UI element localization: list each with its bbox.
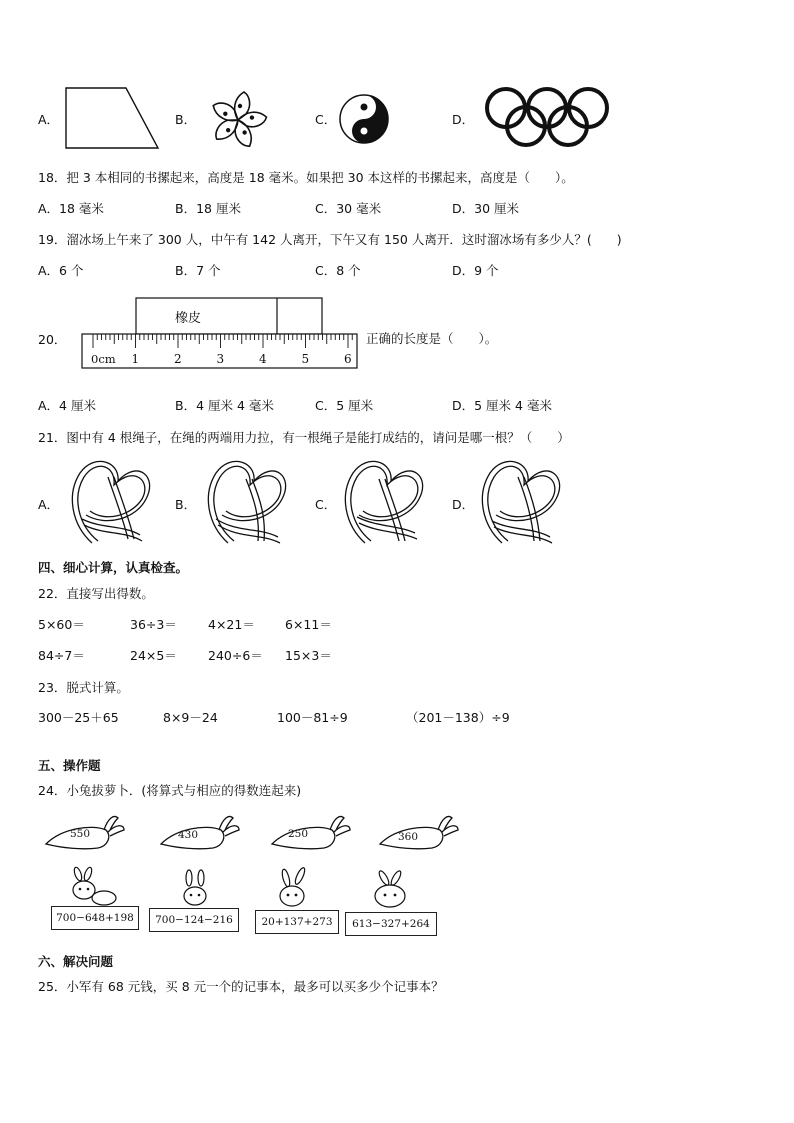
ruler-number: 5: [301, 352, 310, 366]
option-c-label: C．: [315, 112, 337, 127]
section-4-title: 四、细心计算，认真检查。: [38, 560, 189, 575]
rope-knot-c-icon: [335, 455, 431, 547]
q21-option-d: D．: [452, 497, 475, 512]
bauhinia-flower-icon: [205, 88, 271, 152]
q19-option-d: D．9 个: [452, 263, 499, 278]
rabbit-icon: [64, 868, 120, 908]
section-6-title: 六、解决问题: [38, 954, 114, 969]
question-19-text: 19．溜冰场上午来了 300 人，中午有 142 人离开，下午又有 150 人离开．这时溜冰场有多少人？( ): [38, 232, 622, 247]
q20-option-b: B．4 厘米 4 毫米: [175, 398, 274, 413]
rabbit-icon: [364, 872, 414, 910]
taiji-yin-yang-icon: [338, 93, 390, 145]
carrot-icon: [157, 810, 241, 854]
q22-expr: 5×60＝: [38, 617, 85, 632]
expression-box: 613−327+264: [345, 912, 437, 936]
question-18-text: 18．把 3 本相同的书摞起来，高度是 18 毫米。如果把 30 本这样的书摞起来，高度是（ ）。: [38, 170, 574, 185]
q22-expr: 15×3＝: [285, 648, 332, 663]
rope-knot-a-icon: [62, 455, 158, 547]
q19-option-c: C．8 个: [315, 263, 361, 278]
question-25-text: 25．小军有 68 元钱，买 8 元一个的记事本，最多可以买多少个记事本？: [38, 979, 444, 994]
rope-knot-b-icon: [198, 455, 294, 547]
section-5-title: 五、操作题: [38, 758, 101, 773]
q23-expr: 8×9－24: [163, 710, 218, 725]
q20-option-a: A．4 厘米: [38, 398, 96, 413]
carrot-value: 360: [398, 831, 419, 843]
ruler-number: 1: [131, 352, 140, 366]
option-b-label: B．: [175, 112, 197, 127]
q22-expr: 24×5＝: [130, 648, 177, 663]
q19-option-b: B．7 个: [175, 263, 221, 278]
q20-option-c: C．5 厘米: [315, 398, 374, 413]
trapezoid-icon: [64, 86, 160, 150]
eraser-label: 橡皮: [175, 311, 202, 326]
q22-expr: 6×11＝: [285, 617, 332, 632]
q18-option-a: A．18 毫米: [38, 201, 104, 216]
option-d-label: D．: [452, 112, 475, 127]
q18-option-d: D．30 厘米: [452, 201, 520, 216]
q21-option-a: A．: [38, 497, 60, 512]
expression-box: 700−648+198: [51, 906, 139, 930]
carrot-value: 250: [288, 828, 309, 840]
q21-option-c: C．: [315, 497, 337, 512]
q18-option-b: B．18 厘米: [175, 201, 241, 216]
q23-expr: 300－25＋65: [38, 710, 119, 725]
ruler-number: 3: [216, 352, 225, 366]
q23-expr: 100－81÷9: [277, 710, 348, 725]
question-24-text: 24．小兔拔萝卜．(将算式与相应的得数连起来): [38, 783, 302, 798]
ruler-number: 6: [344, 352, 352, 366]
question-20-suffix: 正确的长度是（ ）。: [366, 331, 498, 346]
ruler-number: 2: [174, 352, 182, 366]
option-a-label: A．: [38, 112, 60, 127]
q22-expr: 36÷3＝: [130, 617, 177, 632]
olympic-rings-icon: [484, 86, 616, 148]
expression-box: 20+137+273: [255, 910, 339, 934]
q21-option-b: B．: [175, 497, 197, 512]
expression-box: 700−124−216: [149, 908, 239, 932]
q20-option-d: D．5 厘米 4 毫米: [452, 398, 552, 413]
carrot-icon: [268, 810, 352, 854]
rabbit-icon: [272, 868, 316, 908]
question-20-number: 20．: [38, 332, 67, 347]
q23-expr: （201－138）÷9: [406, 710, 510, 725]
q19-option-a: A．6 个: [38, 263, 84, 278]
carrot-value: 430: [178, 829, 199, 841]
carrot-value: 550: [70, 828, 91, 840]
q22-expr: 84÷7＝: [38, 648, 85, 663]
question-22-text: 22．直接写出得数。: [38, 586, 154, 601]
q18-option-c: C．30 毫米: [315, 201, 382, 216]
rope-knot-d-icon: [472, 455, 568, 547]
rabbit-icon: [176, 870, 216, 908]
q22-expr: 4×21＝: [208, 617, 255, 632]
question-21-text: 21．图中有 4 根绳子，在绳的两端用力拉，有一根绳子是能打成结的，请问是哪一根？（ ）: [38, 430, 570, 445]
q22-expr: 240÷6＝: [208, 648, 263, 663]
question-23-text: 23．脱式计算。: [38, 680, 129, 695]
ruler-number: 4: [259, 352, 267, 366]
ruler-unit-label: 0cm: [91, 352, 116, 366]
